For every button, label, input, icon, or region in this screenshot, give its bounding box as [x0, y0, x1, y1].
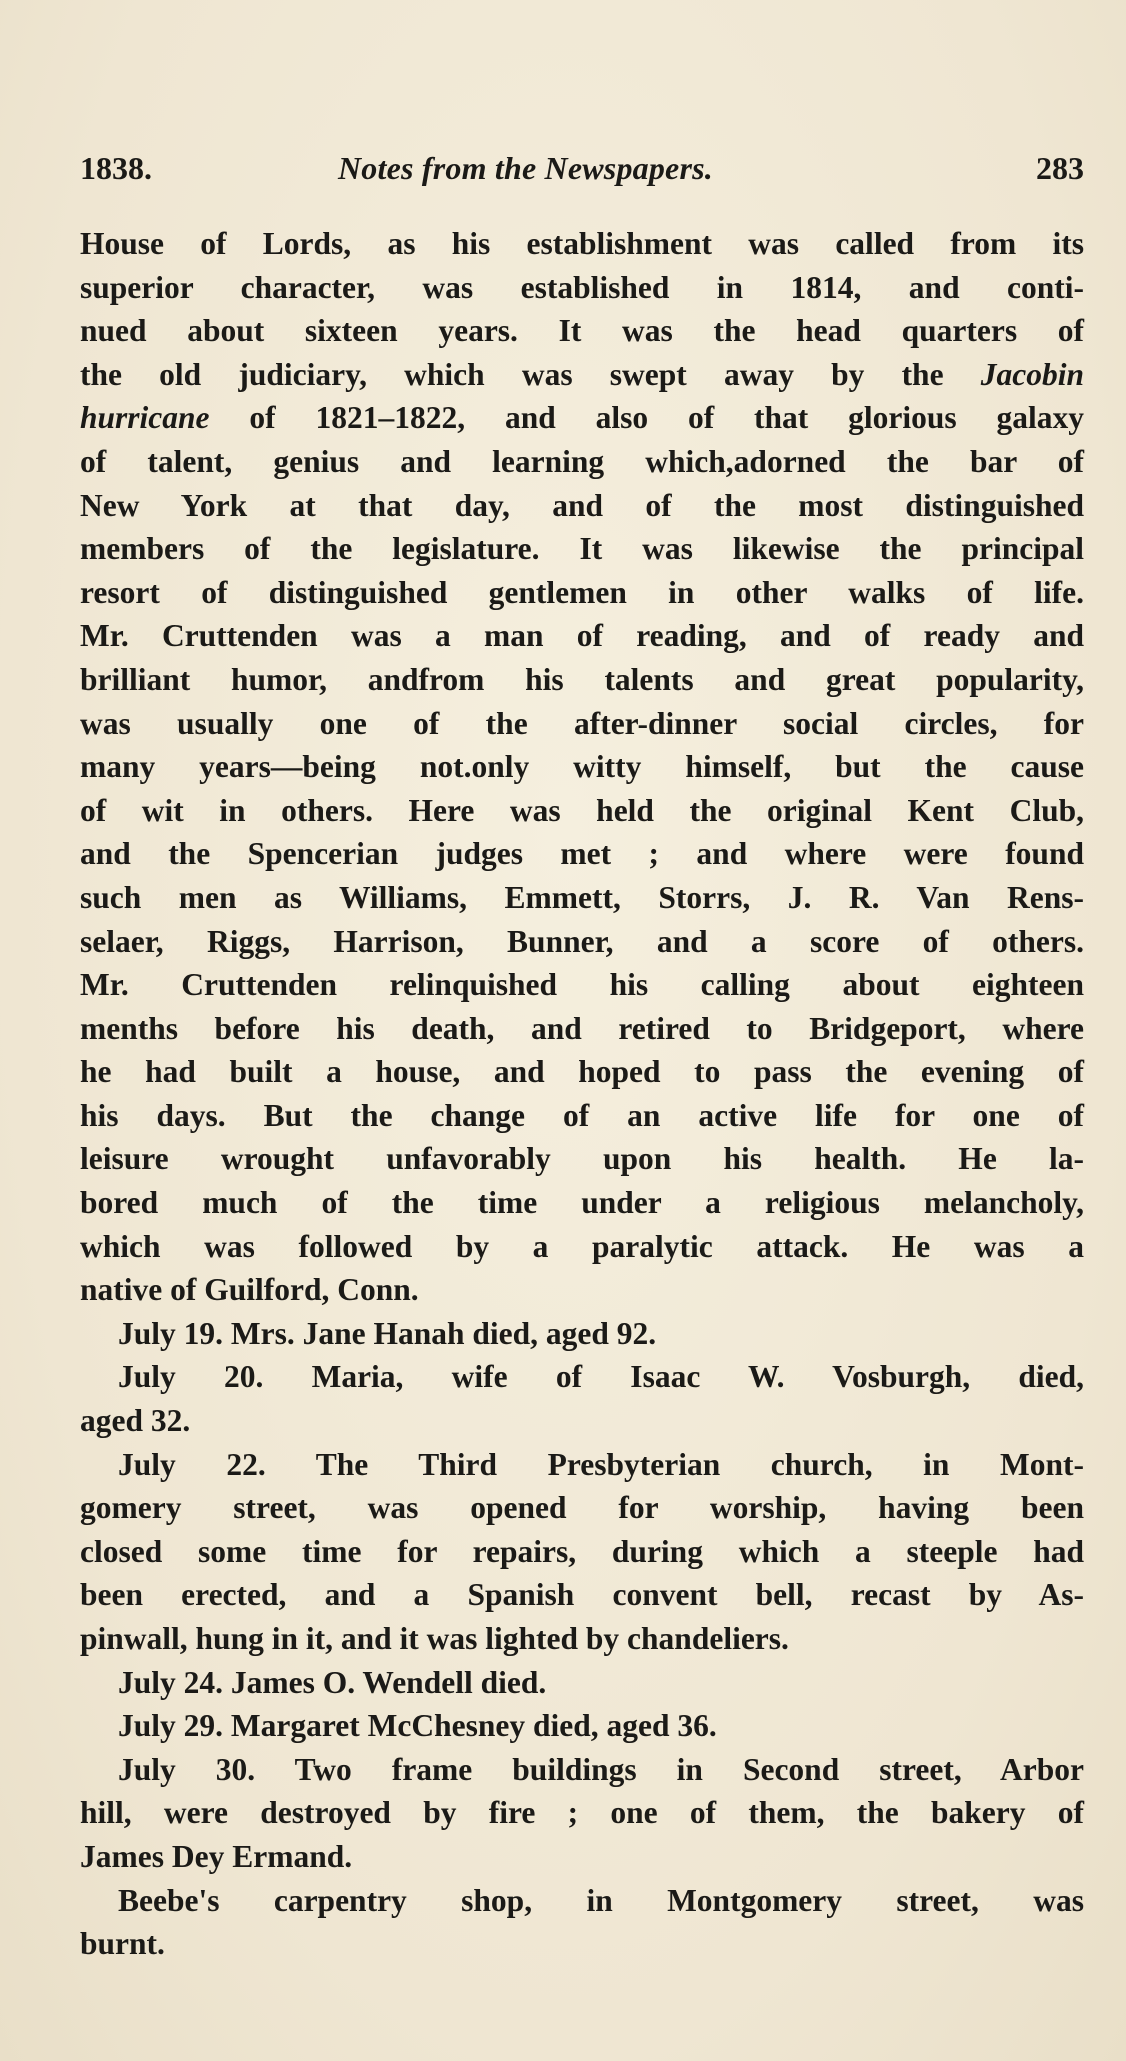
text-line: House of Lords, as his establishment was called from its: [80, 226, 1084, 261]
text-line: and the Spencerian judges met ; and where were found: [80, 836, 1084, 872]
text-line: of talent, genius and learning which,adorned the bar of: [80, 443, 1084, 479]
text-line: superior character, was established in 1814, and conti-: [80, 269, 1084, 305]
entry-line: July 29. Margaret McChesney died, aged 36.: [118, 1708, 717, 1744]
text-line: New York at that day, and of the most distinguished: [80, 487, 1084, 523]
text-line: been erected, and a Spanish convent bell, recast by As-: [80, 1577, 1084, 1613]
text-line: hill, were destroyed by fire ; one of them, the bakery of: [80, 1795, 1084, 1831]
text-line: resort of distinguished gentlemen in other walks of life.: [80, 574, 1084, 610]
text-line: closed some time for repairs, during which a steeple had: [80, 1533, 1084, 1569]
text-line: bored much of the time under a religious melancholy,: [80, 1185, 1084, 1221]
text-line: [80, 353, 1084, 397]
text-line: [80, 396, 1084, 440]
text-line: his days. But the change of an active life for one of: [80, 1097, 1084, 1133]
text-segment: the old judiciary, which was swept away by the: [80, 356, 944, 392]
text-line: nued about sixteen years. It was the head quarters of: [80, 313, 1084, 349]
text-line: aged 32.: [80, 1403, 191, 1439]
text-segment: of 1821–1822, and also of that glorious galaxy: [249, 400, 1085, 436]
italic-term: hurricane: [80, 400, 210, 436]
text-line: members of the legislature. It was likewise the principal: [80, 531, 1084, 567]
text-line: pinwall, hung in it, and it was lighted by chandeliers.: [80, 1621, 789, 1656]
entry-line: July 24. James O. Wendell died.: [118, 1664, 547, 1700]
text-line: which was followed by a paralytic attack. He was a: [80, 1228, 1084, 1264]
entry-line: July 19. Mrs. Jane Hanah died, aged 92.: [118, 1315, 657, 1351]
italic-term: Jacobin: [980, 356, 1085, 392]
text-line: Mr. Cruttenden relinquished his calling about eighteen: [80, 967, 1084, 1003]
text-line: many years—being not.only witty himself, but the cause: [80, 749, 1084, 785]
text-line: he had built a house, and hoped to pass the evening of: [80, 1054, 1084, 1090]
text-line: of wit in others. Here was held the original Kent Club,: [80, 792, 1084, 828]
text-line: selaer, Riggs, Harrison, Bunner, and a score of others.: [80, 923, 1084, 959]
text-line: burnt.: [80, 1926, 165, 1962]
body-text: [80, 222, 1084, 1966]
text-line: James Dey Ermand.: [80, 1838, 353, 1874]
header-year: 1838.: [80, 150, 152, 186]
page-number: 283: [1036, 150, 1084, 186]
text-line: menths before his death, and retired to Bridgeport, where: [80, 1010, 1084, 1046]
text-line: such men as Williams, Emmett, Storrs, J. R. Van Rens-: [80, 879, 1084, 915]
entry-line: Beebe's carpentry shop, in Montgomery street, was: [118, 1882, 1084, 1918]
entry-line: July 20. Maria, wife of Isaac W. Vosburgh, died,: [118, 1359, 1084, 1395]
entry-line: July 22. The Third Presbyterian church, in Mont-: [118, 1446, 1084, 1482]
text-line: native of Guilford, Conn.: [80, 1272, 419, 1308]
text-line: Mr. Cruttenden was a man of reading, and of ready and: [80, 618, 1084, 654]
entry-line: July 30. Two frame buildings in Second street, Arbor: [118, 1751, 1084, 1787]
text-line: brilliant humor, andfrom his talents and great popularity,: [80, 661, 1084, 697]
text-line: gomery street, was opened for worship, having been: [80, 1490, 1084, 1526]
header-title: Notes from the Newspapers.: [338, 150, 713, 186]
text-line: was usually one of the after-dinner social circles, for: [80, 705, 1084, 741]
running-header: [80, 150, 1084, 194]
text-line: leisure wrought unfavorably upon his health. He la-: [80, 1141, 1084, 1177]
